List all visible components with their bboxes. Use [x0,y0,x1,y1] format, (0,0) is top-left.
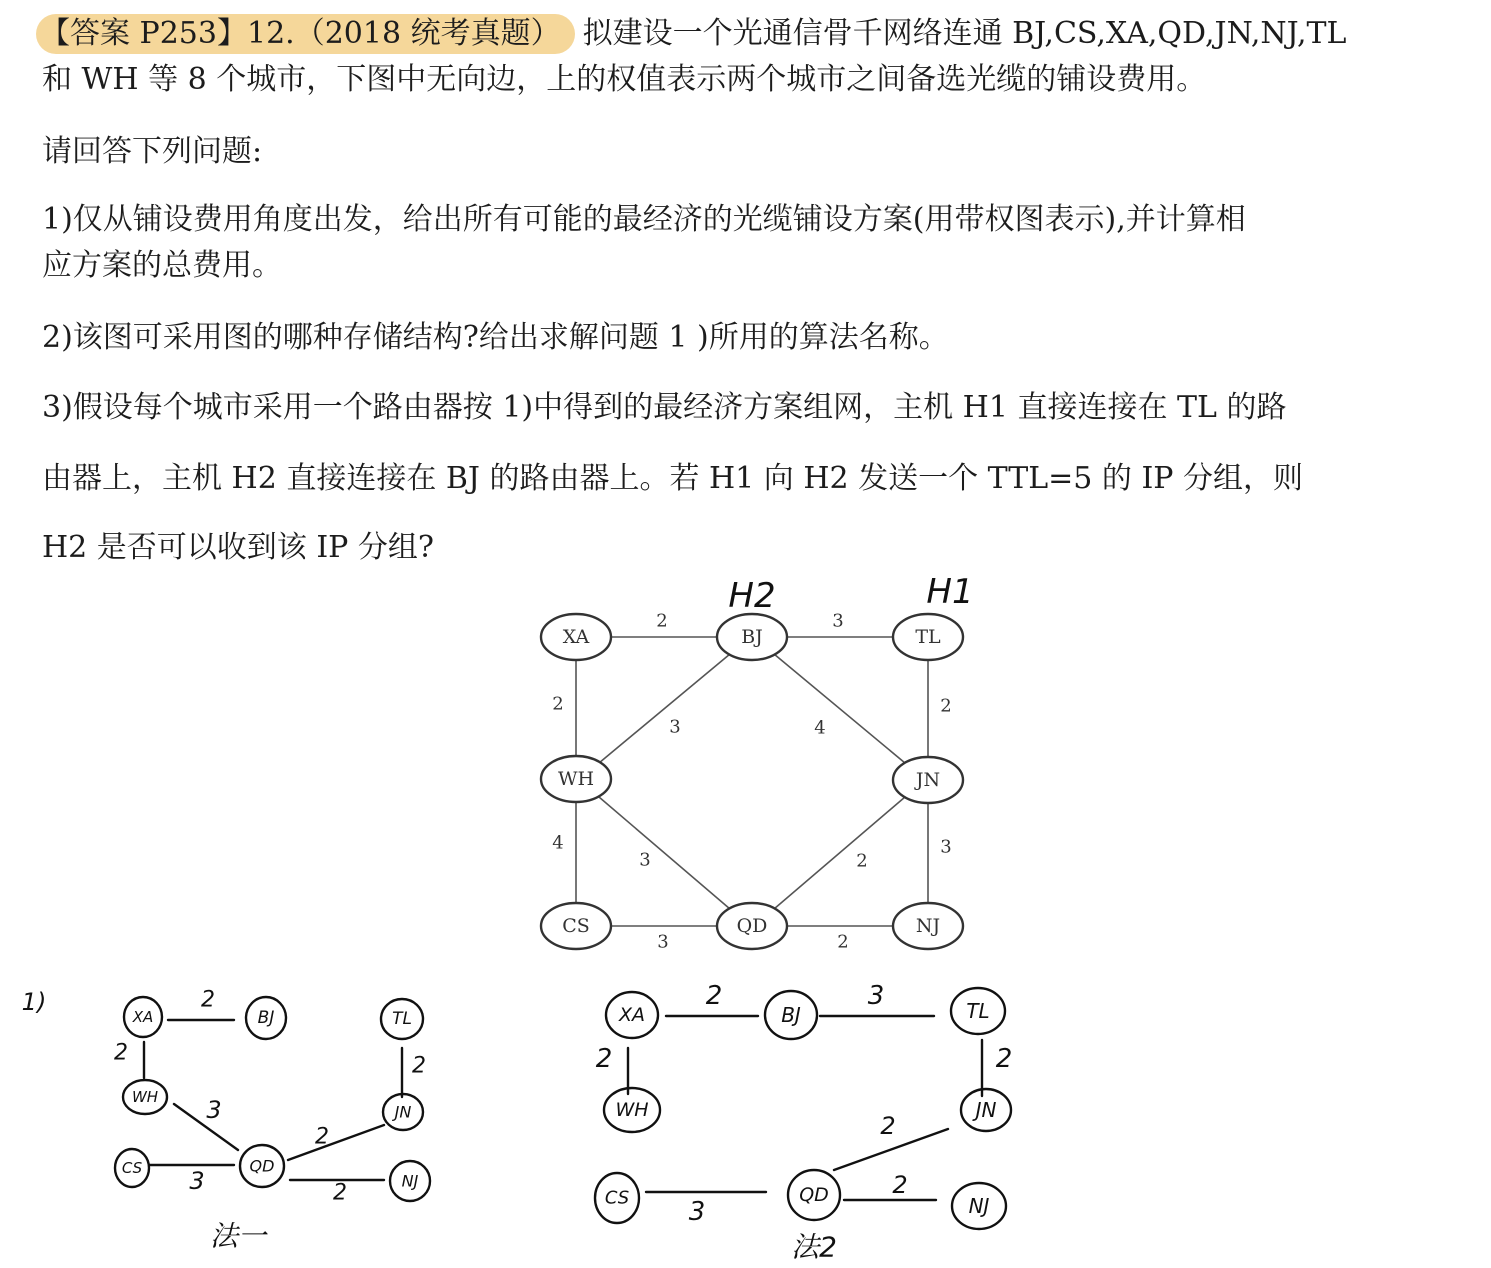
edge-bj-jn [774,654,905,763]
part-1-label: 1) [21,988,47,1016]
node-label: NJ [915,915,941,937]
weight-qd-nj: 2 [837,931,849,953]
solution-2-caption: 法2 [791,1230,837,1264]
handwritten-notes [22,572,1013,1264]
node-xa [541,614,611,660]
solution-1-caption: 法一 [209,1219,267,1253]
weight-jn-qd: 2 [856,850,868,872]
s1-label-qd: QD [249,1156,275,1176]
s2-label-jn: JN [975,1098,997,1122]
s1-weight-wh-qd: 3 [206,1096,222,1124]
s1-label-jn: JN [394,1102,412,1122]
node-qd [717,903,787,949]
weight-cs-qd: 3 [657,931,669,953]
weight-xa-wh: 2 [552,693,564,715]
s2-label-cs: CS [604,1187,630,1209]
weight-jn-nj: 3 [940,836,952,858]
node-label: TL [915,626,941,648]
s1-label-xa: XA [132,1008,154,1026]
s1-weight-tl-jn: 2 [412,1053,426,1079]
question-intro: 拟建设一个光通信骨千网络连通 BJ,CS,XA,QD,JN,NJ,TL [582,16,1347,51]
node-label: QD [736,915,768,937]
weight-tl-jn: 2 [940,695,952,717]
edge-wh-qd [599,797,730,909]
node-label: WH [557,768,595,790]
graph-edges [576,637,928,926]
s2-label-bj: BJ [781,1003,801,1027]
solution-2-labels [596,981,1013,1264]
question-line-2: 和 WH 等 8 个城市，下图中无向边，上的权值表示两个城市之间备选光缆的铺设费用。 [42,62,1207,97]
node-label: CS [562,915,590,937]
node-cs [541,903,611,949]
question-prompt: 请回答下列问题: [42,134,263,169]
s1-weight-qd-nj: 2 [333,1180,347,1206]
h2-annotation: H2 [728,576,776,616]
weight-bj-tl: 3 [832,610,844,632]
s2-weight-tl-jn: 2 [995,1044,1013,1074]
s2-weight-cs-qd: 3 [688,1197,706,1227]
subquestion-1-line-2: 应方案的总费用。 [42,248,282,283]
subquestion-3-line-1: 3)假设每个城市采用一个路由器按 1)中得到的最经济方案组网，主机 H1 直接连接在 TL 的路 [42,390,1287,425]
node-label: XA [562,626,590,648]
node-label: JN [915,769,941,791]
subquestion-3-line-3: H2 是否可以收到该 IP 分组? [42,530,434,565]
node-bj [717,614,787,660]
s2-weight-qd-jn: 2 [880,1112,896,1140]
s2-weight-qd-nj: 2 [892,1171,908,1199]
s1-label-nj: NJ [401,1171,419,1191]
s2-label-qd: QD [799,1184,829,1206]
edge-jn-qd [774,797,905,909]
s1-weight-xa-bj: 2 [201,987,215,1013]
s1-label-bj: BJ [257,1008,275,1028]
s2-label-nj: NJ [968,1194,990,1218]
s2-label-tl: TL [966,999,990,1023]
weight-wh-cs: 4 [552,832,564,854]
s1-label-tl: TL [392,1009,412,1029]
solution-1-labels [114,988,426,1253]
s1-edge-qd-jn [288,1125,384,1160]
subquestion-1-line-1: 1)仅从铺设费用角度出发，给出所有可能的最经济的光缆铺设方案(用带权图表示),并计算相 [42,202,1246,237]
node-nj [893,903,963,949]
weight-wh-qd: 3 [639,849,651,871]
weight-xa-bj: 2 [656,610,668,632]
subquestion-3-line-2: 由器上，主机 H2 直接连接在 BJ 的路由器上。若 H1 向 H2 发送一个 TTL=5 的 IP 分组，则 [42,461,1304,496]
s1-weight-cs-qd: 3 [189,1167,205,1195]
s1-label-cs: CS [121,1159,143,1177]
s2-label-wh: WH [615,1099,649,1121]
s2-weight-xa-bj: 2 [705,981,723,1011]
node-wh [541,756,611,802]
s1-weight-xa-wh: 2 [114,1040,128,1066]
s1-label-wh: WH [131,1088,159,1106]
h1-annotation: H1 [926,572,974,612]
subquestion-2: 2)该图可采用图的哪种存储结构?给出求解问题 1 )所用的算法名称。 [42,320,949,355]
network-graph [541,611,963,953]
node-jn [893,757,963,803]
answer-tag: 【答案 P253】12.（2018 统考真题） [36,14,575,54]
weight-wh-bj: 3 [669,716,681,738]
s1-weight-qd-jn: 2 [315,1124,329,1150]
s2-weight-bj-tl: 3 [867,981,885,1011]
weight-bj-jn: 4 [814,717,826,739]
edge-weights [552,611,951,953]
s2-weight-xa-wh: 2 [595,1044,613,1074]
edge-wh-bj [599,654,730,763]
s2-label-xa: XA [618,1004,646,1026]
node-label: BJ [741,626,763,648]
node-tl [893,614,963,660]
